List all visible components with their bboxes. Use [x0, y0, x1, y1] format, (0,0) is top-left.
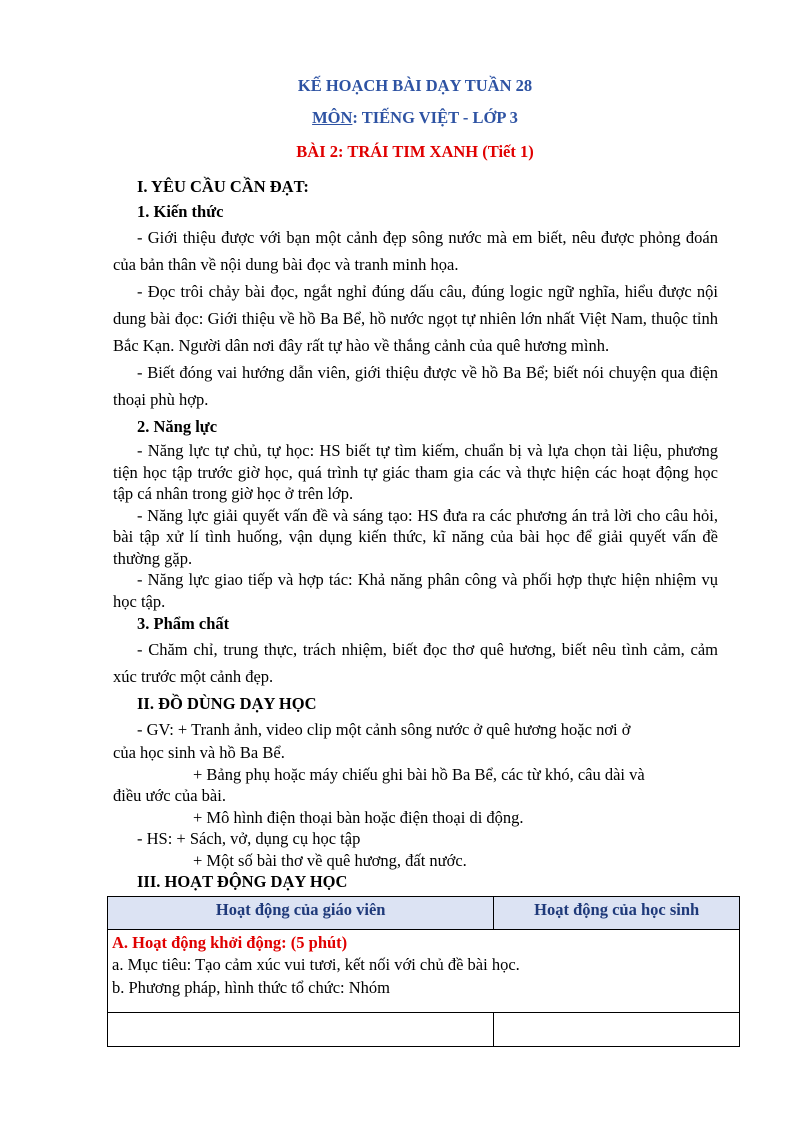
materials-teacher-line-2a: + Bảng phụ hoặc máy chiếu ghi bài hồ Ba Bể, các từ khó, câu dài và: [193, 764, 645, 784]
student-activity-cell: [494, 1013, 740, 1047]
lesson-title: BÀI 2: TRÁI TIM XANH (Tiết 1): [296, 142, 534, 161]
teacher-activity-cell: [108, 1013, 494, 1047]
document-body: [113, 174, 718, 893]
subject-label: MÔN: [312, 108, 353, 127]
table-header-row: [108, 897, 740, 930]
competence-paragraph-1: - Năng lực tự chủ, tự học: HS biết tự tìm kiếm, chuẩn bị và lựa chọn tài liệu, phương tiện học tập trước giờ học, quá trình tự giác tham gia các và thực hiện các hoạt động học tập cá nhân trong giờ học ở trên lớp.: [113, 441, 718, 503]
subject-value: : TIẾNG VIỆT - LỚP 3: [352, 108, 518, 127]
section-heading-activities: III. HOẠT ĐỘNG DẠY HỌC: [137, 872, 348, 891]
activity-title: A. Hoạt động khởi động: (5 phút): [112, 933, 348, 952]
knowledge-paragraph-3: - Biết đóng vai hướng dẫn viên, giới thiệu được về hồ Ba Bể; biết nói chuyện qua điện thoại phù hợp.: [113, 363, 718, 409]
table-row: [108, 930, 740, 1013]
materials-student-line-2: + Một số bài thơ về quê hương, đất nước.: [193, 850, 467, 870]
table-row: [108, 1013, 740, 1047]
subsection-heading-knowledge: 1. Kiến thức: [137, 202, 224, 221]
materials-student-line-1: - HS: + Sách, vở, dụng cụ học tập: [137, 829, 361, 848]
section-heading-materials: II. ĐỒ DÙNG DẠY HỌC: [137, 694, 317, 713]
activity-table: [107, 896, 740, 1047]
activity-method: b. Phương pháp, hình thức tổ chức: Nhóm: [112, 978, 390, 997]
header-teacher-activity: Hoạt động của giáo viên: [108, 897, 494, 930]
lesson-plan-title: KẾ HOẠCH BÀI DẠY TUẦN 28: [297, 76, 533, 95]
knowledge-paragraph-1: - Giới thiệu được với bạn một cảnh đẹp sông nước mà em biết, nêu được phỏng đoán của bản thân về nội dung bài đọc và tranh minh họa.: [113, 228, 718, 274]
materials-teacher-line-2b: điều ước của bài.: [113, 786, 226, 805]
activity-goal: a. Mục tiêu: Tạo cảm xúc vui tươi, kết nối với chủ đề bài học.: [112, 955, 520, 974]
competence-paragraph-2: - Năng lực giải quyết vấn đề và sáng tạo: HS đưa ra các phương án trả lời cho câu hỏi, bài tập xử lí tình huống, vận dụng kiến thức, kĩ năng của bài học để giải quyết vấn đề thường gặp.: [113, 505, 718, 568]
knowledge-paragraph-2: - Đọc trôi chảy bài đọc, ngắt nghỉ đúng dấu câu, đúng logic ngữ nghĩa, hiểu được nội dung bài đọc: Giới thiệu về hồ Ba Bể, hồ nước ngọt tự nhiên lớn nhất Việt Nam, thuộc tỉnh Bắc Kạn. Người dân nơi đây rất tự hào về thắng cảnh của quê hương mình.: [113, 282, 718, 355]
activity-section-cell: [108, 930, 740, 1013]
competence-paragraph-3: - Năng lực giao tiếp và hợp tác: Khả năng phân công và phối hợp thực hiện nhiệm vụ học tập.: [113, 570, 718, 611]
subject-line: [0, 108, 794, 128]
materials-teacher-line-1b: của học sinh và hồ Ba Bể.: [113, 743, 285, 762]
materials-teacher-line-1a: - GV: + Tranh ảnh, video clip một cảnh sông nước ở quê hương hoặc nơi ở: [137, 720, 631, 739]
subsection-heading-qualities: 3. Phẩm chất: [137, 614, 230, 633]
header-student-activity: Hoạt động của học sinh: [494, 897, 740, 930]
qualities-paragraph-1: - Chăm chỉ, trung thực, trách nhiệm, biết đọc thơ quê hương, biết nêu tình cảm, cảm xúc trước một cảnh đẹp.: [113, 640, 718, 686]
subsection-heading-competence: 2. Năng lực: [137, 417, 218, 436]
section-heading-requirements: I. YÊU CẦU CẦN ĐẠT:: [137, 177, 309, 196]
materials-teacher-line-3: + Mô hình điện thoại bàn hoặc điện thoại di động.: [193, 807, 524, 827]
